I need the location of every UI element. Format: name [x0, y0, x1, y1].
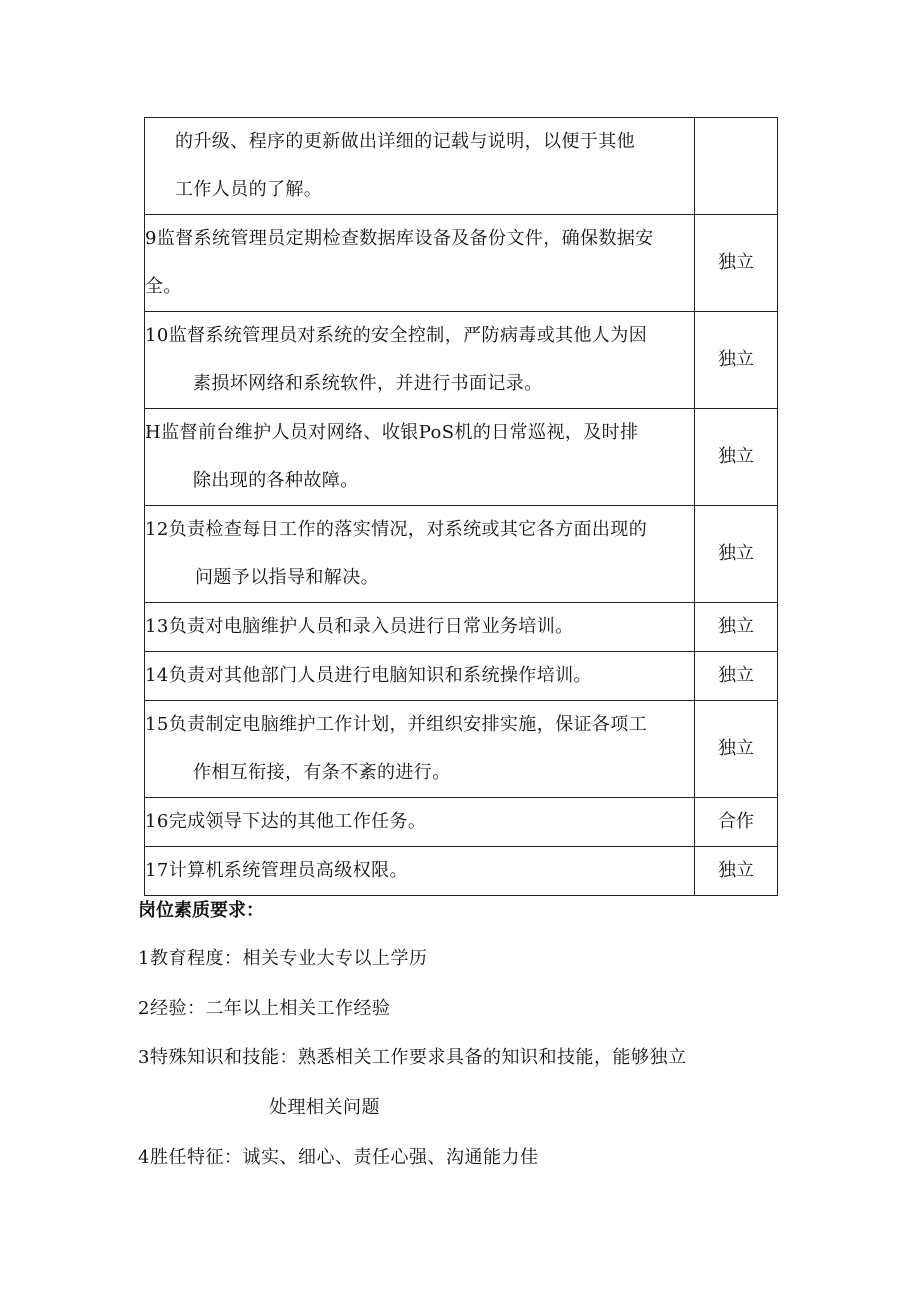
- duty-description-line: 作相互衔接，有条不紊的进行。: [193, 762, 451, 783]
- duty-row: [145, 701, 778, 798]
- requirement-item-skills: 3特殊知识和技能：熟悉相关工作要求具备的知识和技能，能够独立: [138, 1047, 687, 1068]
- duty-mode-cell: 独立: [695, 652, 778, 701]
- duty-mode-cell: 独立: [695, 312, 778, 409]
- duty-row: [145, 847, 778, 896]
- duty-description-line: 9监督系统管理员定期检查数据库设备及备份文件，确保数据安: [145, 228, 654, 249]
- duty-description-cell: [145, 312, 695, 409]
- duty-description-line: 除出现的各种故障。: [193, 470, 359, 491]
- duty-description-line: 14负责对其他部门人员进行电脑知识和系统操作培训。: [145, 665, 592, 686]
- duty-description-line: 全。: [145, 276, 182, 297]
- duty-row: [145, 312, 778, 409]
- duty-description-cell: [145, 409, 695, 506]
- duty-description-line: 16完成领导下达的其他工作任务。: [145, 811, 427, 832]
- duty-row: [145, 798, 778, 847]
- duty-mode-cell: 独立: [695, 603, 778, 652]
- duty-description-line: 17计算机系统管理员高级权限。: [145, 860, 408, 881]
- duty-mode-cell: 独立: [695, 409, 778, 506]
- requirement-item-competency: 4胜任特征：诚实、细心、责任心强、沟通能力佳: [138, 1147, 539, 1168]
- duty-description-line: 12负责检查每日工作的落实情况，对系统或其它各方面出现的: [145, 519, 648, 540]
- duty-description-line: 工作人员的了解。: [175, 179, 323, 200]
- duty-description-line: 13负责对电脑维护人员和录入员进行日常业务培训。: [145, 616, 574, 637]
- duty-description-line: 素损坏网络和系统软件，并进行书面记录。: [193, 373, 543, 394]
- duty-description-line: H监督前台维护人员对网络、收银PoS机的日常巡视，及时排: [145, 422, 639, 443]
- duty-row: [145, 409, 778, 506]
- duty-description-cell: [145, 506, 695, 603]
- duty-mode-cell: 合作: [695, 798, 778, 847]
- duty-mode-cell: 独立: [695, 847, 778, 896]
- duty-row: [145, 506, 778, 603]
- duty-description-cell: [145, 215, 695, 312]
- duty-description-line: 的升级、程序的更新做出详细的记载与说明，以便于其他: [175, 131, 635, 152]
- duty-row: [145, 652, 778, 701]
- duty-description-line: 15负责制定电脑维护工作计划，并组织安排实施，保证各项工: [145, 714, 648, 735]
- requirement-item-skills-continued: 处理相关问题: [269, 1097, 380, 1118]
- duty-mode-cell: 独立: [695, 701, 778, 798]
- duty-description-cell: [145, 847, 695, 896]
- duty-description-cell: [145, 603, 695, 652]
- duties-table: [144, 117, 778, 896]
- duty-description-cell: [145, 798, 695, 847]
- duty-description-cell: [145, 652, 695, 701]
- requirement-item-education: 1教育程度：相关专业大专以上学历: [138, 948, 428, 969]
- requirement-item-experience: 2经验：二年以上相关工作经验: [138, 998, 391, 1019]
- duty-mode-cell: 独立: [695, 506, 778, 603]
- duties-table-body: [145, 118, 778, 896]
- duty-description-line: 问题予以指导和解决。: [195, 567, 379, 588]
- duty-mode-cell: 独立: [695, 215, 778, 312]
- duty-mode-cell: [695, 118, 778, 215]
- duty-row: [145, 603, 778, 652]
- duty-description-cell: [145, 118, 695, 215]
- duty-row: [145, 215, 778, 312]
- section-title-requirements: 岗位素质要求：: [138, 900, 264, 921]
- duty-description-cell: [145, 701, 695, 798]
- duty-row: [145, 118, 778, 215]
- duty-description-line: 10监督系统管理员对系统的安全控制，严防病毒或其他人为因: [145, 325, 648, 346]
